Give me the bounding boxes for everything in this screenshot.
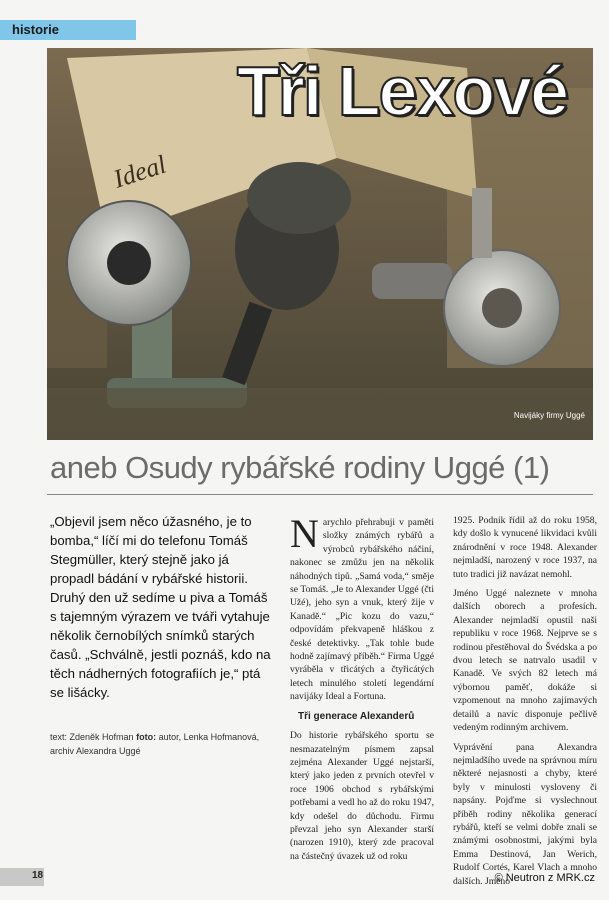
copyright-notice: © Neutron z MRK.cz: [494, 872, 595, 884]
body-column-2: [453, 514, 597, 894]
credits-photo-label: foto:: [136, 732, 157, 742]
credits-photo-authors: autor, Lenka Hofmanová, archiv Alexandra Uggé: [50, 732, 260, 756]
drop-cap: N: [290, 511, 319, 556]
page-number: 18: [32, 870, 44, 881]
credits-text-author: Zdeněk Hofman: [69, 732, 134, 742]
box-brand-text: Ideal: [109, 149, 170, 194]
body-paragraph: [290, 511, 434, 704]
section-tab: [0, 20, 136, 40]
divider: [47, 494, 593, 495]
section-label: historie: [12, 22, 59, 37]
body-column-1: [290, 511, 434, 869]
article-subtitle: aneb Osudy rybářské rodiny Uggé (1): [50, 450, 550, 485]
section-heading: Tři generace Alexanderů: [298, 710, 415, 722]
header-photo: [47, 48, 593, 440]
body-paragraph: Vyprávění pana Alexandra nejmladšího uvede na správnou míru některé nejasnosti a chyby, které byly v minulosti vysloveny či napsány. Pojďme si vyslechnout příběh rodiny několika generací rybářů, kteří se velmi dobře znali se známými osobnostmi, jakými byla Emma Destinová, Jan Werich, Rudolf Cortés, Karel Vlach a mnoho dalších. Jméno: [453, 741, 597, 887]
body-paragraph: Do historie rybářského sportu se nesmazatelným písmem zapsal zejména Alexander Uggé nejstarší, který jako jeden z prvních otevřel v roce 1906 obchod s rybářskými potřebami a vedl ho až do roku 1947, kdy odešel do důchodu. Firmu převzal jeho syn Alexander starší (narozen 1910), který zde pracoval na částečný úvazek už od roku: [290, 730, 434, 862]
body-paragraph: 1925. Podnik řídil až do roku 1958, kdy došlo k vynucené likvidaci kvůli znárodnění v roce 1948. Alexander nejmladší, narozený v roce 1937, na tuto tradici již navázat nemohl.: [453, 515, 597, 580]
body-text: arychlo přehrabuji v paměti složky známých rybářů a výrobců rybářského náčiní, nakonec se zmůžu jen na několik náhodných tipů. „Samá voda,“ směje se Tomáš. „Je to Alexander Uggé (čti Užé), jeho syn a vnuk, který žije v Kanadě.“ „Pic kozu do vazu,“ odpovídám překvapeně hláškou z české detektivky. „Tak tohle bude hodně zajímavý příběh.“ Firma Uggé vyráběla v třicátých a čtyřicátých letech minulého století legendární navijáky Ideal a Fortuna.: [290, 517, 434, 703]
credits-text-label: text:: [50, 732, 68, 742]
lead-paragraph: „Objevil jsem něco úžasného, je to bomba,“ líčí mi do telefonu Tomáš Stegmüller, který stejně jako já propadl bádání v rybářské historii. Druhý den už sedíme u piva a Tomáš s tajemným výrazem ve tváři vytahuje několik černobílých snímků starých časů. „Schválně, jestli poznáš, kdo na těch nádherných fotografiích je,“ ptá se lišácky.: [50, 514, 271, 700]
article-title: Tři Lexové: [236, 52, 567, 130]
page-number-tab: [0, 868, 44, 886]
photo-caption: Navijáky firmy Uggé: [513, 411, 585, 420]
body-paragraph: Jméno Uggé naleznete v mnoha dalších oborech a profesích. Alexander nejmladší opustil naši republiku v roce 1968. Nejprve se s rodinou přestěhoval do Švédska a po dvou letech se natrvalo usadil v Kanadě. Ve svých 82 letech má výbornou paměť, dokáže si vzpomenout na mnoho zajímavých detailů a navíc disponuje pečlivě vedeným rodinným archivem.: [453, 588, 597, 734]
credits: [50, 730, 280, 758]
